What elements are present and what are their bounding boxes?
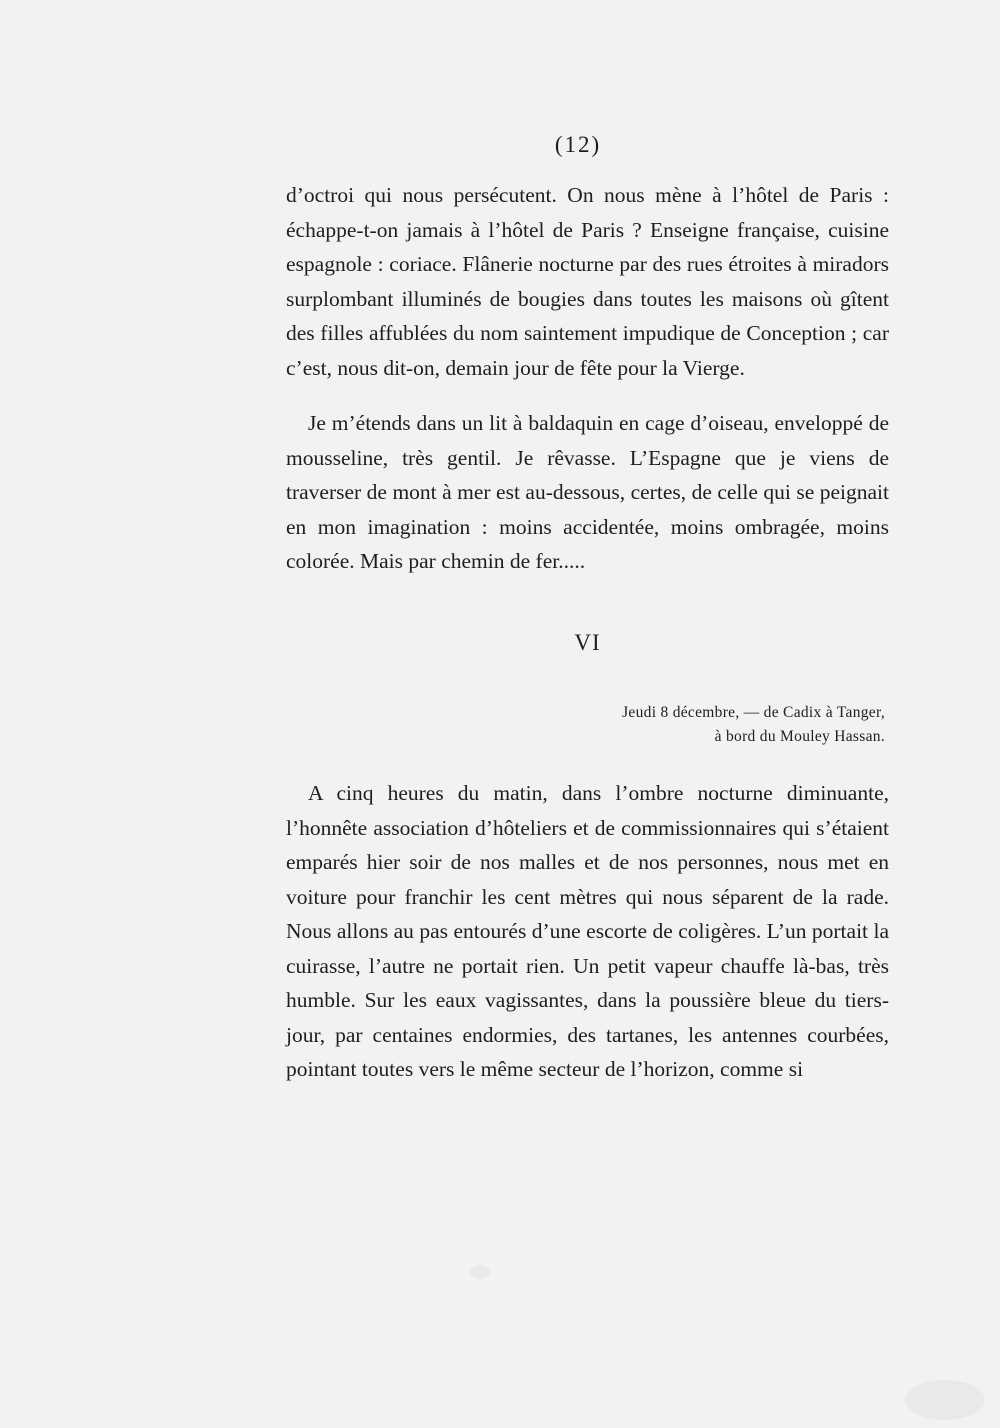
- dateline-line: à bord du Mouley Hassan.: [714, 728, 885, 745]
- paragraph-text: d’octroi qui nous persécutent. On nous mène à l’hôtel de Paris : échappe-t-on jamais à l’hôtel de Paris ? Enseigne française, cuisine espagnole : coriace. Flânerie nocturne par des rues étroites à miradors surplombant illuminés de bougies dans toutes les maisons où gîtent des filles affublées du nom saintement impudique de Conception ; car c’est, nous dit-on, demain jour de fête pour la Vierge.: [286, 183, 889, 380]
- paragraph-text: Je m’étends dans un lit à baldaquin en cage d’oiseau, enveloppé de mousseline, très gentil. Je rêvasse. L’Espagne que je viens de traverser de mont à mer est au-dessous, certes, de celle qui se peignait en mon imagination : moins accidentée, moins ombragée, moins colorée. Mais par chemin de fer.....: [286, 411, 889, 573]
- paper-smudge: [905, 1380, 985, 1420]
- page-number: (12): [554, 132, 602, 157]
- paragraph: [286, 406, 889, 579]
- chapter-heading: VI: [574, 630, 601, 655]
- paragraph-continued: [286, 178, 889, 385]
- paragraph-text: A cinq heures du matin, dans l’ombre nocturne diminuante, l’honnête association d’hôteliers et de commissionnaires qui s’étaient emparés hier soir de nos malles et de nos personnes, nous met en voiture pour franchir les cent mètres qui nous séparent de la rade. Nous allons au pas entourés d’une escorte de coligères. L’un portait la cuirasse, l’autre ne portait rien. Un petit vapeur chauffe là-bas, très humble. Sur les eaux vagissantes, dans la poussière bleue du tiers-jour, par centaines endormies, des tartanes, les antennes courbées, pointant toutes vers le même secteur de l’horizon, comme si: [286, 781, 889, 1081]
- dateline-line: Jeudi 8 décembre, — de Cadix à Tanger,: [622, 704, 885, 721]
- paper-smudge: [470, 1265, 490, 1279]
- dateline: [286, 701, 885, 749]
- paragraph: [286, 776, 889, 1087]
